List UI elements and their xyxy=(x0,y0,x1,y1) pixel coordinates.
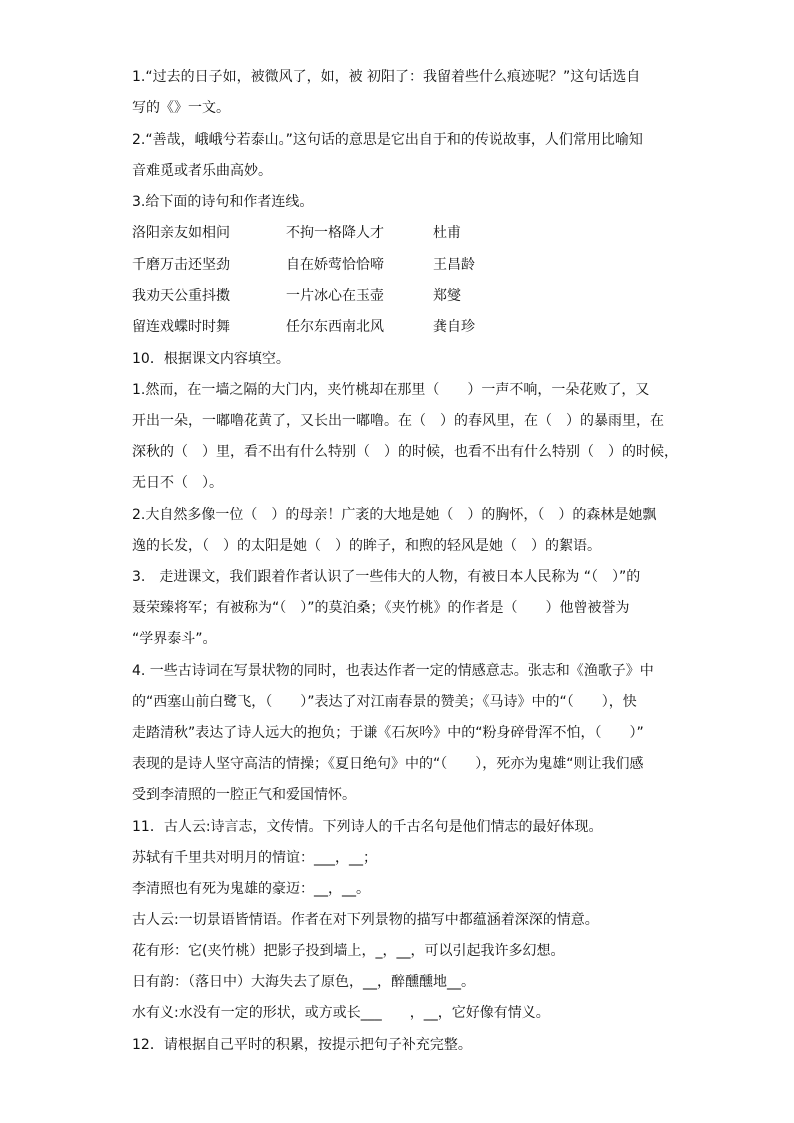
q10-1-line-3: 深秋的（ ）里，看不出有什么特别（ ）的时候，也看不出有什么特别（ ）的时候， xyxy=(132,444,678,460)
q10-4-line-2: 的“西塞山前白鹭飞，（ ）”表达了对江南春景的赞美；《马诗》中的“（ ），快 xyxy=(132,694,637,710)
q1-text-line-2: 写的《》一文。 xyxy=(132,100,230,116)
q2-text-line-1: 2.“善哉，峨峨兮若泰山。”这句话的意思是它出自于和的传说故事，人们常用比喻知 xyxy=(132,132,643,148)
match-cell: 郑燮 xyxy=(433,288,461,304)
match-cell: 杜甫 xyxy=(433,225,461,241)
match-cell: 我劝天公重抖擞 xyxy=(132,288,230,304)
q10-2-line-1: 2.大自然多像一位（ ）的母亲！广袤的大地是她（ ）的胸怀，（ ）的森林是她飘 xyxy=(132,507,657,523)
q10-4-line-5: 受到李清照的一腔正气和爱国情怀。 xyxy=(132,787,356,803)
q10-4-line-3: 走踏清秋”表达了诗人远大的抱负；于谦《石灰吟》中的“粉身碎骨浑不怕，（ ）” xyxy=(132,725,644,741)
q10-1-line-1: 1.然而，在一墙之隔的大门内，夹竹桃却在那里（ ）一声不响，一朵花败了，又 xyxy=(132,382,650,398)
q11-line-1: 苏轼有千里共对明月的情谊：___，__； xyxy=(132,850,377,866)
match-cell: 不拘一格降人才 xyxy=(286,225,384,241)
q10-3-line-1: 3. 走进课文，我们跟着作者认识了一些伟大的人物，有被日本人民称为 “（ ）”的 xyxy=(132,569,641,585)
q11-line-3: 古人云:一切景语皆情语。作者在对下列景物的描写中都蕴涵着深深的情意。 xyxy=(132,912,599,928)
q11-line-6: 水有义:水没有一定的形状，或方或长___ ，__，它好像有情义。 xyxy=(132,1005,550,1021)
q10-4-line-1: 4. 一些古诗词在写景状物的同时，也表达作者一定的情感意志。张志和《渔歌子》中 xyxy=(132,663,654,679)
match-cell: 自在娇莺恰恰啼 xyxy=(286,257,384,273)
q10-3-line-2: 聂荣臻将军；有被称为“（ ）”的莫泊桑；《夹竹桃》的作者是（ ）他曾被誉为 xyxy=(132,600,630,616)
match-cell: 龚自珍 xyxy=(433,319,475,335)
q1-text-line-1: 1.“过去的日子如，被微风了，如，被 初阳了：我留着些什么痕迹呢？”这句话选自 xyxy=(132,69,641,85)
q10-1-line-2: 开出一朵，一嘟噜花黄了，又长出一嘟噜。在（ ）的春风里，在（ ）的暴雨里，在 xyxy=(132,413,664,429)
q11-line-5: 日有韵：（落日中）大海失去了原色，__，醉醺醺地__。 xyxy=(132,974,475,990)
q3-instruction: 3.给下面的诗句和作者连线。 xyxy=(132,194,314,210)
q12-heading: 12．请根据自己平时的积累，按提示把句子补充完整。 xyxy=(132,1037,472,1053)
q10-3-line-3: “学界泰斗”。 xyxy=(132,631,217,647)
q10-2-line-2: 逸的长发，（ ）的太阳是她（ ）的眸子，和煦的轻风是她（ ）的絮语。 xyxy=(132,538,601,554)
q2-text-line-2: 音难觅或者乐曲高妙。 xyxy=(132,163,272,179)
match-cell: 洛阳亲友如相问 xyxy=(132,225,230,241)
q10-1-line-4: 无日不（ ）。 xyxy=(132,475,223,491)
q11-line-2: 李清照也有死为鬼雄的豪迈：__，__。 xyxy=(132,881,370,897)
match-cell: 千磨万击还坚劲 xyxy=(132,257,230,273)
q11-line-4: 花有形：它(夹竹桃）把影子投到墙上，_，__，可以引起我许多幻想。 xyxy=(132,943,565,959)
q10-4-line-4: 表现的是诗人坚守高洁的情操；《夏日绝句》中的“（ ），死亦为鬼雄“则让我们感 xyxy=(132,756,644,772)
q11-heading: 11．古人云:诗言志，文传情。下列诗人的千古名句是他们情志的最好体现。 xyxy=(132,819,603,835)
match-cell: 一片冰心在玉壶 xyxy=(286,288,384,304)
match-cell: 王昌龄 xyxy=(433,257,475,273)
match-cell: 任尔东西南北风 xyxy=(286,319,384,335)
match-cell: 留连戏蝶时时舞 xyxy=(132,319,230,335)
q10-heading: 10．根据课文内容填空。 xyxy=(132,351,290,367)
